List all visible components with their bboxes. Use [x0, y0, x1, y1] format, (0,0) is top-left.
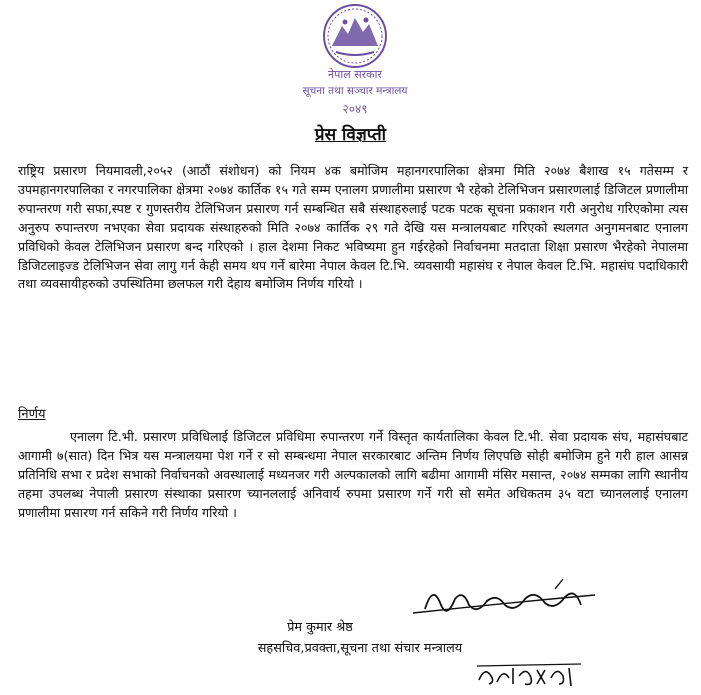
document-title: प्रेस विज्ञप्ती	[314, 125, 387, 145]
seal-line1: नेपाल सरकार	[328, 68, 382, 81]
seal-line2: सूचना तथा सञ्चार मन्त्रालय	[302, 85, 408, 97]
decision-heading: निर्णय	[18, 407, 46, 422]
paragraph-intro: राष्ट्रिय प्रसारण नियमावली,२०५२ (आठौं संशोधन) को नियम ४क बमोजिम महानगरपालिका क्षेत्रमा मिति २०७४ बैशाख १५ गतेसम्म र उपमहानगरपालिका र नगरपालिका क्षेत्रमा २०७४ कार्तिक १५ गते सम्म एनालग प्रणालीमा प्रसारण भै रहेको टेलिभिजन प्रसारणलाई डिजिटल प्रणालीमा रुपान्तरण गरी सफा,स्पष्ट र गुणस्तरीय टेलिभिजन प्रसारण गर्न सम्बन्धित सबै संस्थाहरुलाई पटक पटक सूचना प्रकाशन गरी अनुरोध गरिएकोमा त्यस अनुरुप रुपान्तरण नभएका सेवा प्रदायक संस्थाहरुको मिति २०७४ कार्तिक २९ गते देखि यस मन्त्रालयबाट गरिएको स्थलगत अनुगमनबाट एनालग प्रविधिको केवल टेलिभिजन प्रसारण बन्द गरिएको । हाल देशमा निकट भविष्यमा हुन गईरहेको निर्वाचनमा मतदाता शिक्षा प्रसारण भैरहेको नेपालमा डिजिटलाइज्ड टेलिभिजन सेवा लागु गर्न केही समय थप गर्ने बारेमा नेपाल केवल टि.भि. व्यवसायी महासंघ र नेपाल केवल टि.भि. महासंघ पदाधिकारी तथा व्यवसायीहरुको उपस्थितिमा छलफल गरी देहाय बमोजिम निर्णय गरियो ।	[18, 163, 688, 292]
paragraph-decision: एनालग टि.भी. प्रसारण प्रविधिलाई डिजिटल प्रविधिमा रुपान्तरण गर्ने विस्तृत कार्यतालिका केवल टि.भी. सेवा प्रदायक संघ, महासंघबाट आगामी ७(सात) दिन भित्र यस मन्त्रालयमा पेश गर्ने र सो सम्बन्धमा नेपाल सरकारबाट अन्तिम निर्णय लिएपछि सोही बमोजिम हुने गरी हाल आसन्न प्रतिनिधि सभा र प्रदेश सभाको निर्वाचनको अवस्थालाई मध्यनजर गरी अल्पकालको लागि बढीमा आगामी मंसिर मसान्त, २०७४ सम्मका लागि स्थानीय तहमा उपलब्ध नेपाली प्रसारण संस्थाका प्रसारण च्यानललाई अनिवार्य रुपमा प्रसारण गर्ने गरी सो समेत अधिकतम ३५ वटा च्यानललाई एनालग प्रणालीमा प्रसारण गर्न सकिने गरी निर्णय गरियो ।	[18, 429, 688, 520]
signer-title: सहसचिव,प्रवक्ता,सूचना तथा संचार मन्त्रालय	[257, 641, 463, 656]
emblem-icon	[324, 5, 386, 67]
government-seal	[290, 2, 420, 120]
signer-name: प्रेम कुमार श्रेष्ठ	[287, 620, 353, 635]
seal-year: २०४९	[342, 102, 368, 116]
handwritten-date-mark	[475, 658, 585, 690]
